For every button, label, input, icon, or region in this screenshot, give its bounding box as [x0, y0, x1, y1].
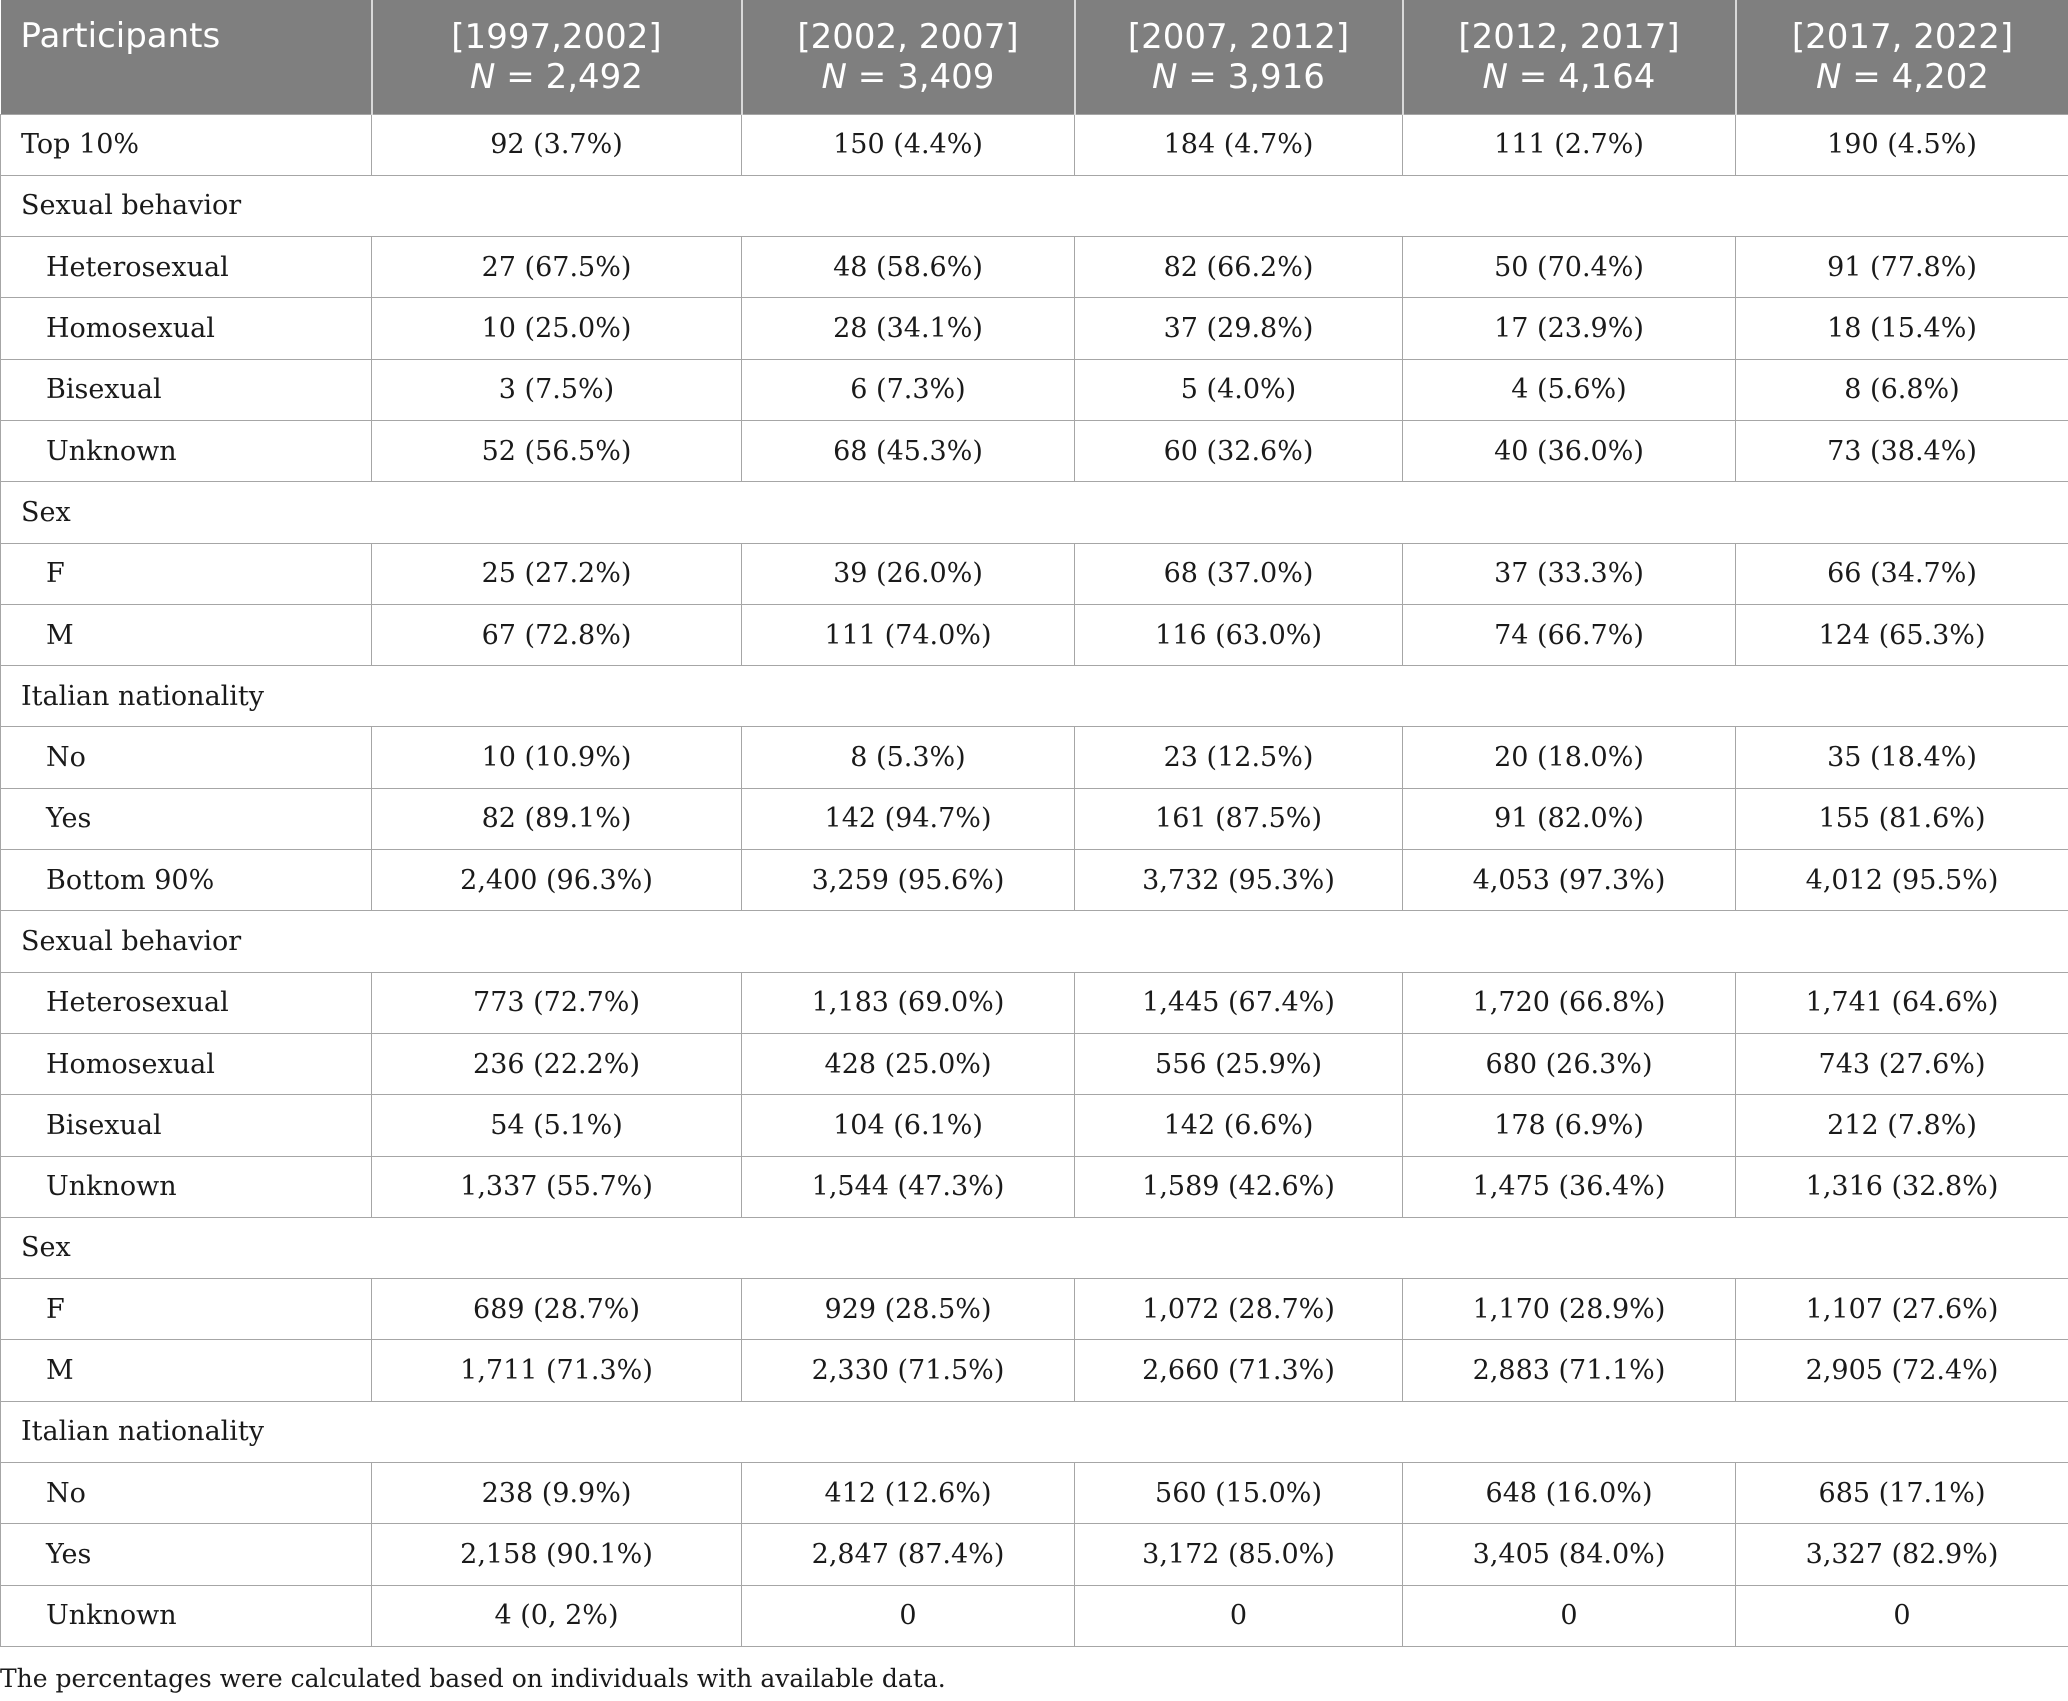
table-row: [1, 1524, 2068, 1585]
table-cell: 929 (28.5%): [742, 1279, 1075, 1340]
table-cell: 23 (12.5%): [1075, 727, 1403, 788]
header-participants: Participants: [20, 16, 221, 56]
period-range: [2012, 2017]: [1458, 16, 1680, 57]
table-cell: 50 (70.4%): [1403, 237, 1736, 298]
table-cell: 0: [742, 1585, 1075, 1646]
table-cell: 412 (12.6%): [742, 1463, 1075, 1524]
table-row: [1, 359, 2068, 420]
table-cell: 68 (37.0%): [1075, 543, 1403, 604]
table-cell: 1,445 (67.4%): [1075, 972, 1403, 1033]
table-footnote: The percentages were calculated based on individuals with available data.: [0, 1664, 946, 1693]
table-cell: 48 (58.6%): [742, 237, 1075, 298]
table-row: [1, 114, 2068, 175]
table-cell: 92 (3.7%): [372, 114, 742, 175]
table-cell: 10 (10.9%): [372, 727, 742, 788]
table-cell: 142 (6.6%): [1075, 1095, 1403, 1156]
n-value: = 2,492: [495, 56, 643, 97]
table-row: [1, 1585, 2068, 1646]
table-cell: 743 (27.6%): [1736, 1033, 2068, 1094]
table-cell: 25 (27.2%): [372, 543, 742, 604]
table-cell: 2,400 (96.3%): [372, 850, 742, 911]
table-row: [1, 420, 2068, 481]
table-row: [1, 788, 2068, 849]
period-range: [2007, 2012]: [1127, 16, 1350, 57]
table-cell: 428 (25.0%): [742, 1033, 1075, 1094]
table-cell: 238 (9.9%): [372, 1463, 742, 1524]
section-label: Italian nationality: [1, 666, 2068, 727]
table-cell: 67 (72.8%): [372, 604, 742, 665]
table-cell: 184 (4.7%): [1075, 114, 1403, 175]
table-cell: 2,847 (87.4%): [742, 1524, 1075, 1585]
header-period: [742, 0, 1075, 114]
row-label: F: [1, 1279, 372, 1340]
table-cell: 73 (38.4%): [1736, 420, 2068, 481]
table-cell: 161 (87.5%): [1075, 788, 1403, 849]
section-row: [1, 175, 2068, 236]
table-cell: 773 (72.7%): [372, 972, 742, 1033]
table-row: [1, 1095, 2068, 1156]
table-cell: 1,183 (69.0%): [742, 972, 1075, 1033]
table-cell: 556 (25.9%): [1075, 1033, 1403, 1094]
table-cell: 8 (6.8%): [1736, 359, 2068, 420]
section-row: [1, 911, 2068, 972]
table-cell: 60 (32.6%): [1075, 420, 1403, 481]
table-row: [1, 1033, 2068, 1094]
table-cell: 178 (6.9%): [1403, 1095, 1736, 1156]
table-row: [1, 604, 2068, 665]
table-cell: 82 (89.1%): [372, 788, 742, 849]
table-cell: 8 (5.3%): [742, 727, 1075, 788]
table-cell: 5 (4.0%): [1075, 359, 1403, 420]
n-value: = 4,164: [1507, 56, 1656, 97]
table-cell: 35 (18.4%): [1736, 727, 2068, 788]
section-row: [1, 482, 2068, 543]
header-period: [1736, 0, 2068, 114]
row-label: Yes: [1, 1524, 372, 1585]
table-cell: 111 (2.7%): [1403, 114, 1736, 175]
table-body: [1, 114, 2068, 1646]
table-row: [1, 543, 2068, 604]
table-cell: 3,259 (95.6%): [742, 850, 1075, 911]
table-cell: 3,327 (82.9%): [1736, 1524, 2068, 1585]
table-row: [1, 850, 2068, 911]
row-label: Bottom 90%: [1, 850, 372, 911]
period-n: [751, 57, 1066, 97]
table-cell: 155 (81.6%): [1736, 788, 2068, 849]
table-cell: 82 (66.2%): [1075, 237, 1403, 298]
table-row: [1, 1340, 2068, 1401]
n-symbol: N: [1482, 56, 1508, 97]
table-cell: 236 (22.2%): [372, 1033, 742, 1094]
n-value: = 3,409: [846, 56, 995, 97]
header-row: [1, 0, 2068, 114]
table-cell: 74 (66.7%): [1403, 604, 1736, 665]
table-cell: 3 (7.5%): [372, 359, 742, 420]
row-label: M: [1, 1340, 372, 1401]
table-cell: 40 (36.0%): [1403, 420, 1736, 481]
table-cell: 28 (34.1%): [742, 298, 1075, 359]
n-symbol: N: [1816, 56, 1842, 97]
table-cell: 37 (29.8%): [1075, 298, 1403, 359]
section-label: Sex: [1, 482, 2068, 543]
table-cell: 1,337 (55.7%): [372, 1156, 742, 1217]
period-range: [2002, 2007]: [797, 16, 1019, 57]
period-n: [381, 57, 733, 97]
table-cell: 0: [1403, 1585, 1736, 1646]
n-value: = 4,202: [1841, 56, 1989, 97]
table-cell: 124 (65.3%): [1736, 604, 2068, 665]
table-cell: 1,107 (27.6%): [1736, 1279, 2068, 1340]
header-period: [1403, 0, 1736, 114]
table-header: [1, 0, 2068, 114]
table-cell: 212 (7.8%): [1736, 1095, 2068, 1156]
table-cell: 1,475 (36.4%): [1403, 1156, 1736, 1217]
table-cell: 3,405 (84.0%): [1403, 1524, 1736, 1585]
section-label: Sexual behavior: [1, 911, 2068, 972]
table-cell: 52 (56.5%): [372, 420, 742, 481]
table-cell: 27 (67.5%): [372, 237, 742, 298]
row-label: Yes: [1, 788, 372, 849]
row-label: Bisexual: [1, 359, 372, 420]
period-n: [1745, 57, 2061, 97]
table-row: [1, 298, 2068, 359]
table-cell: 1,741 (64.6%): [1736, 972, 2068, 1033]
table-row: [1, 727, 2068, 788]
n-symbol: N: [470, 56, 496, 97]
row-label: No: [1, 727, 372, 788]
table-cell: 689 (28.7%): [372, 1279, 742, 1340]
table-cell: 1,720 (66.8%): [1403, 972, 1736, 1033]
table-cell: 2,883 (71.1%): [1403, 1340, 1736, 1401]
table-cell: 17 (23.9%): [1403, 298, 1736, 359]
row-label: Unknown: [1, 1156, 372, 1217]
table-row: [1, 1463, 2068, 1524]
n-symbol: N: [821, 56, 847, 97]
table-cell: 2,158 (90.1%): [372, 1524, 742, 1585]
table-cell: 37 (33.3%): [1403, 543, 1736, 604]
table-cell: 4,012 (95.5%): [1736, 850, 2068, 911]
row-label: Top 10%: [1, 114, 372, 175]
table-cell: 54 (5.1%): [372, 1095, 742, 1156]
row-label: Homosexual: [1, 298, 372, 359]
period-n: [1412, 57, 1727, 97]
row-label: Bisexual: [1, 1095, 372, 1156]
table-row: [1, 972, 2068, 1033]
row-label: F: [1, 543, 372, 604]
table-cell: 150 (4.4%): [742, 114, 1075, 175]
n-value: = 3,916: [1177, 56, 1325, 97]
row-label: Unknown: [1, 1585, 372, 1646]
header-period: [1075, 0, 1403, 114]
table-cell: 2,660 (71.3%): [1075, 1340, 1403, 1401]
table-cell: 68 (45.3%): [742, 420, 1075, 481]
table-cell: 104 (6.1%): [742, 1095, 1075, 1156]
table-row: [1, 1156, 2068, 1217]
section-label: Sexual behavior: [1, 175, 2068, 236]
table-cell: 39 (26.0%): [742, 543, 1075, 604]
table-cell: 91 (77.8%): [1736, 237, 2068, 298]
table-cell: 2,905 (72.4%): [1736, 1340, 2068, 1401]
table-cell: 0: [1075, 1585, 1403, 1646]
table-cell: 680 (26.3%): [1403, 1033, 1736, 1094]
table-cell: 4 (0, 2%): [372, 1585, 742, 1646]
table-cell: 6 (7.3%): [742, 359, 1075, 420]
period-range: [1997,2002]: [451, 16, 662, 57]
table-cell: 1,316 (32.8%): [1736, 1156, 2068, 1217]
table-cell: 0: [1736, 1585, 2068, 1646]
period-range: [2017, 2022]: [1791, 16, 2014, 57]
table-cell: 648 (16.0%): [1403, 1463, 1736, 1524]
header-period: [372, 0, 742, 114]
table-cell: 4,053 (97.3%): [1403, 850, 1736, 911]
table-cell: 91 (82.0%): [1403, 788, 1736, 849]
table-cell: 1,544 (47.3%): [742, 1156, 1075, 1217]
table-cell: 685 (17.1%): [1736, 1463, 2068, 1524]
table-cell: 190 (4.5%): [1736, 114, 2068, 175]
section-row: [1, 1401, 2068, 1462]
table-cell: 116 (63.0%): [1075, 604, 1403, 665]
row-label: M: [1, 604, 372, 665]
n-symbol: N: [1152, 56, 1178, 97]
table-cell: 1,711 (71.3%): [372, 1340, 742, 1401]
section-label: Sex: [1, 1217, 2068, 1278]
row-label: Unknown: [1, 420, 372, 481]
row-label: Heterosexual: [1, 237, 372, 298]
period-n: [1084, 57, 1394, 97]
table-cell: 1,072 (28.7%): [1075, 1279, 1403, 1340]
row-label: Heterosexual: [1, 972, 372, 1033]
table-cell: 111 (74.0%): [742, 604, 1075, 665]
row-label: Homosexual: [1, 1033, 372, 1094]
table-cell: 10 (25.0%): [372, 298, 742, 359]
table-cell: 560 (15.0%): [1075, 1463, 1403, 1524]
table-cell: 3,172 (85.0%): [1075, 1524, 1403, 1585]
table-cell: 1,589 (42.6%): [1075, 1156, 1403, 1217]
section-row: [1, 666, 2068, 727]
table-cell: 66 (34.7%): [1736, 543, 2068, 604]
table-cell: 2,330 (71.5%): [742, 1340, 1075, 1401]
section-row: [1, 1217, 2068, 1278]
table-cell: 4 (5.6%): [1403, 359, 1736, 420]
table-row: [1, 1279, 2068, 1340]
table-cell: 3,732 (95.3%): [1075, 850, 1403, 911]
table-cell: 142 (94.7%): [742, 788, 1075, 849]
table-cell: 1,170 (28.9%): [1403, 1279, 1736, 1340]
table-cell: 18 (15.4%): [1736, 298, 2068, 359]
section-label: Italian nationality: [1, 1401, 2068, 1462]
table-row: [1, 237, 2068, 298]
row-label: No: [1, 1463, 372, 1524]
table-cell: 20 (18.0%): [1403, 727, 1736, 788]
